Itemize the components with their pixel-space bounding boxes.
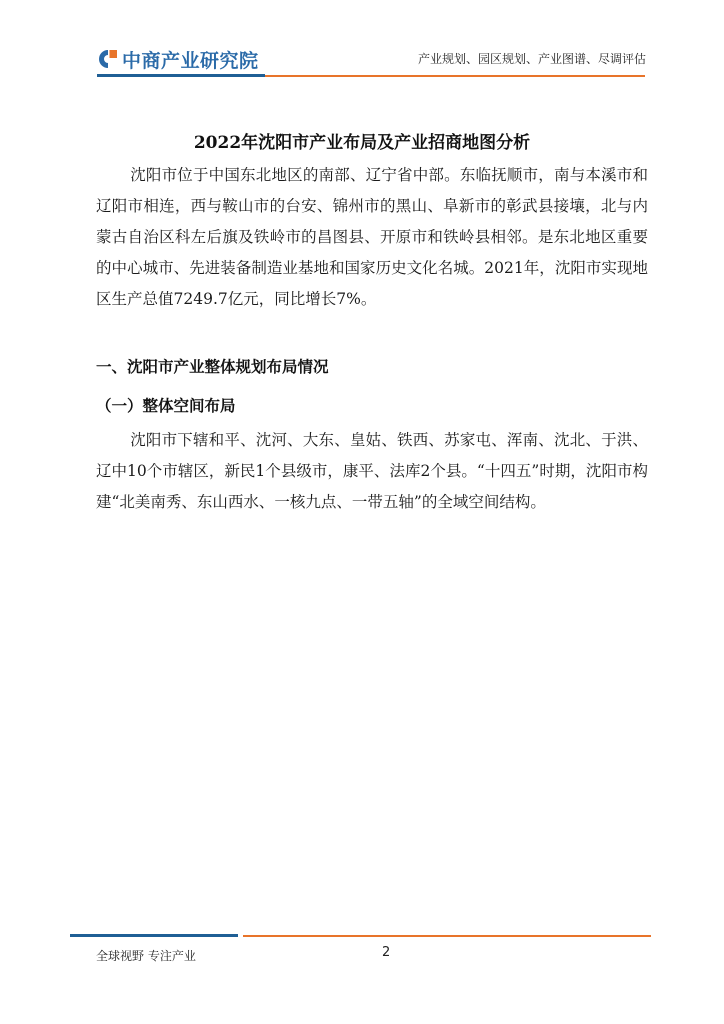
intro-paragraph: [96, 160, 648, 315]
section-heading: 一、沈阳市产业整体规划布局情况: [96, 357, 329, 376]
layout-paragraph-text: 沈阳市下辖和平、沈河、大东、皇姑、铁西、苏家屯、浑南、沈北、于洪、辽中10个市辖区，新民1个县级市，康平、法库2个县。“十四五”时期，沈阳市构建“北美南秀、东山西水、一核九点、一带五轴”的全域空间结构。: [96, 431, 648, 511]
header-divider-blue: [97, 74, 265, 77]
logo-text: 中商产业研究院: [122, 49, 259, 72]
logo-mark-icon: [97, 48, 119, 70]
company-logo: [97, 46, 259, 72]
page-header: [0, 0, 724, 80]
intro-paragraph-text: 沈阳市位于中国东北地区的南部、辽宁省中部。东临抚顺市，南与本溪市和辽阳市相连，西与鞍山市的台安、锦州市的黑山、阜新市的彰武县接壤，北与内蒙古自治区科左后旗及铁岭市的昌图县、开原市和铁岭县相邻。是东北地区重要的中心城市、先进装备制造业基地和国家历史文化名城。2021年，沈阳市实现地区生产总值7249.7亿元，同比增长7%。: [96, 166, 648, 308]
footer-slogan: 全球视野 专注产业: [96, 949, 196, 963]
subsection-heading: （一）整体空间布局: [96, 396, 236, 415]
footer-divider-orange: [243, 935, 651, 937]
header-divider-orange: [265, 75, 645, 77]
document-title: 2022年沈阳市产业布局及产业招商地图分析: [193, 133, 531, 153]
page-number: 2: [382, 945, 391, 960]
header-tagline: 产业规划、园区规划、产业图谱、尽调评估: [417, 52, 646, 66]
layout-paragraph: [96, 425, 648, 518]
footer-divider-blue: [70, 934, 238, 937]
